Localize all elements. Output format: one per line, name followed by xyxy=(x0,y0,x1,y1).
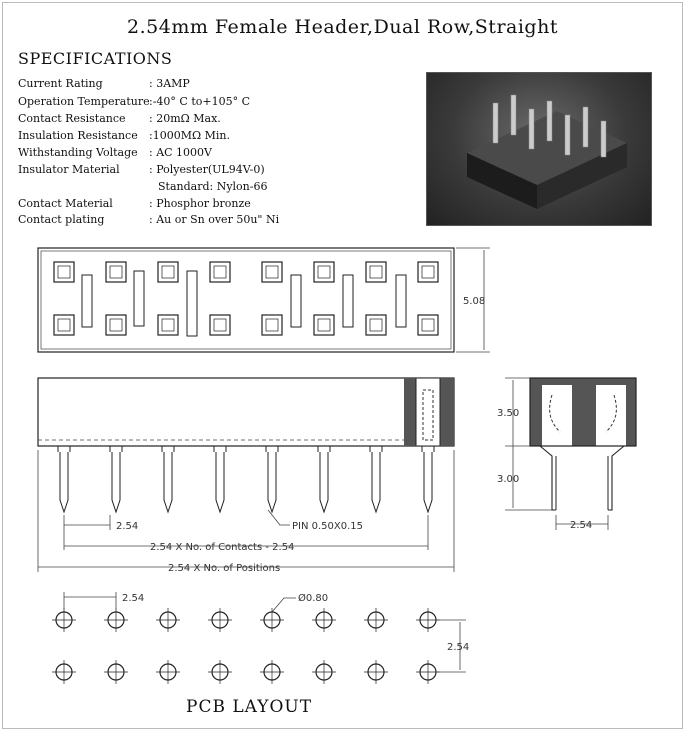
front-view-body xyxy=(38,378,454,446)
dim-height-5-08: 5.08 xyxy=(463,296,486,307)
spec-row-insulator-material: Insulator Material : Polyester(UL94V-0) xyxy=(18,163,265,176)
pin xyxy=(320,452,328,512)
front-cross-section xyxy=(404,378,454,446)
pin xyxy=(164,452,172,512)
contact-opening xyxy=(210,315,230,335)
contact-opening xyxy=(106,315,126,335)
dim-pcb-row-pitch: 2.54 xyxy=(447,642,470,653)
specifications-heading: SPECIFICATIONS xyxy=(18,49,173,68)
dim-side-lower: 3.00 xyxy=(497,474,520,485)
pin xyxy=(216,452,224,512)
contact-opening xyxy=(158,315,178,335)
contact-opening xyxy=(54,315,74,335)
spec-row-insulation-resistance: Insulation Resistance :1000MΩ Min. xyxy=(18,129,230,142)
pin xyxy=(372,452,380,512)
dim-hole-diameter: Ø0.80 xyxy=(298,593,329,604)
pcb-layout-label: PCB LAYOUT xyxy=(186,697,313,717)
dim-positions-span: 2.54 X No. of Positions xyxy=(168,563,281,574)
spec-row-contact-resistance: Contact Resistance : 20mΩ Max. xyxy=(18,112,221,125)
page-title: 2.54mm Female Header,Dual Row,Straight xyxy=(127,16,558,38)
spec-row-insulator-standard: Standard: Nylon-66 xyxy=(158,180,268,193)
spec-row-contact-plating: Contact plating : Au or Sn over 50u" Ni xyxy=(18,213,280,226)
contact-opening xyxy=(210,262,230,282)
dim-pin-pitch: 2.54 xyxy=(116,521,139,532)
contact-opening xyxy=(366,262,386,282)
dim-side-upper: 3.50 xyxy=(497,408,520,419)
top-view-body xyxy=(38,248,454,352)
contact-opening xyxy=(314,315,334,335)
contact-opening xyxy=(158,262,178,282)
contact-opening xyxy=(418,262,438,282)
pin xyxy=(268,452,276,512)
dim-contacts-span: 2.54 X No. of Contacts - 2.54 xyxy=(150,542,295,553)
pin xyxy=(112,452,120,512)
contact-opening xyxy=(262,262,282,282)
contact-opening xyxy=(366,315,386,335)
contact-opening xyxy=(106,262,126,282)
contact-opening xyxy=(418,315,438,335)
side-view xyxy=(530,378,636,510)
dim-pcb-pitch: 2.54 xyxy=(122,593,145,604)
spec-row-current-rating: Current Rating : 3AMP xyxy=(18,77,190,90)
spec-row-contact-material: Contact Material : Phosphor bronze xyxy=(18,197,251,210)
pin xyxy=(60,452,68,512)
contact-opening xyxy=(314,262,334,282)
contact-opening xyxy=(54,262,74,282)
dim-pin-size: PIN 0.50X0.15 xyxy=(292,521,364,532)
contact-opening xyxy=(262,315,282,335)
spec-row-operation-temp: Operation Temperature:-40° C to+105° C xyxy=(18,95,250,108)
spec-row-withstanding-voltage: Withstanding Voltage : AC 1000V xyxy=(18,146,212,159)
pin xyxy=(424,452,432,512)
dim-side-pitch: 2.54 xyxy=(570,520,593,531)
